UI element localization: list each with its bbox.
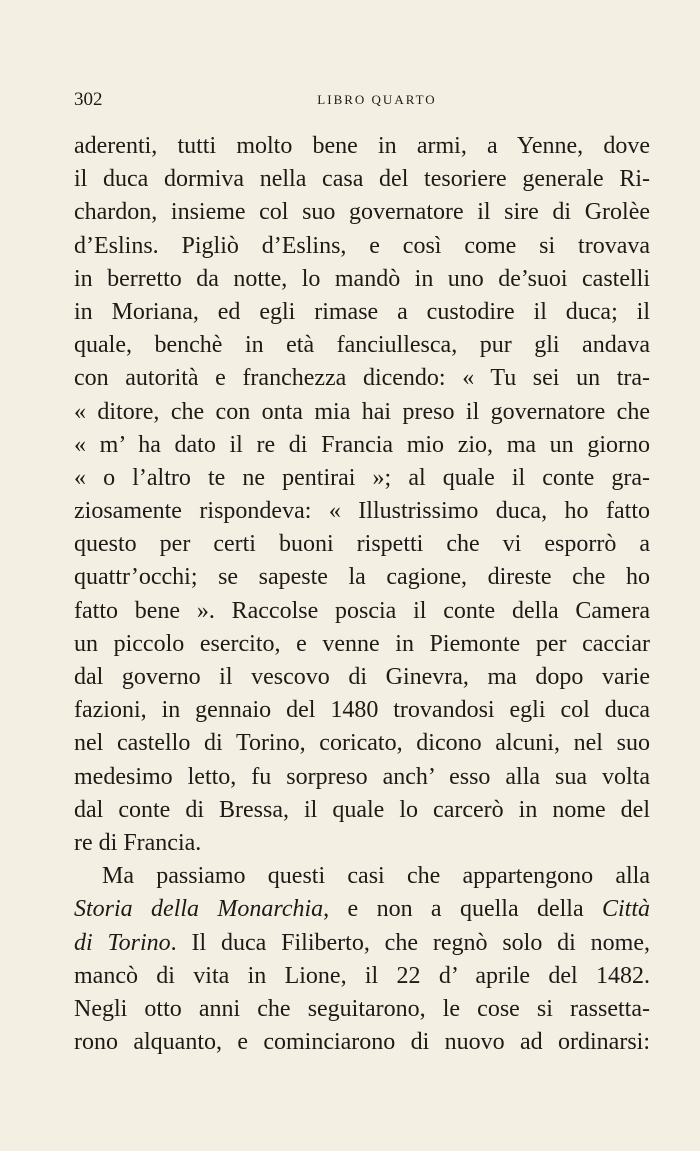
text-line: in berretto da notte, lo mandò in uno de’suoi castelli — [74, 265, 650, 292]
text-line: medesimo letto, fu sorpreso anch’ esso alla sua volta — [74, 763, 650, 790]
text-line: Ma passiamo questi casi che appartengono alla — [102, 863, 650, 890]
text-line: con autorità e franchezza dicendo: « Tu sei un tra- — [74, 365, 650, 392]
text-line: « o l’altro te ne pentirai »; al quale il conte gra- — [74, 464, 650, 491]
text-line: fazioni, in gennaio del 1480 trovandosi egli col duca — [74, 697, 650, 724]
text-line: questo per certi buoni rispetti che vi esporrò a — [74, 531, 650, 558]
text-line: chardon, insieme col suo governatore il sire di Grolèe — [74, 199, 650, 226]
text-line-with-italics — [74, 893, 650, 926]
text-line: nel castello di Torino, coricato, dicono alcuni, nel suo — [74, 730, 650, 757]
text-line: Negli otto anni che seguitarono, le cose si rassetta- — [74, 995, 650, 1022]
text-line: mancò di vita in Lione, il 22 d’ aprile del 1482. — [74, 962, 650, 989]
page-header — [74, 88, 650, 112]
text-line: quattr’occhi; se sapeste la cagione, direste che ho — [74, 564, 650, 591]
text-line: quale, benchè in età fanciullesca, pur gli andava — [74, 332, 650, 359]
body-text — [74, 130, 650, 1059]
running-title: LIBRO QUARTO — [317, 92, 437, 107]
italic-title: di Torino — [74, 929, 171, 956]
page-number: 302 — [74, 89, 103, 110]
text-line-with-italics — [74, 927, 650, 960]
text-line: in Moriana, ed egli rimase a custodire il duca; il — [74, 298, 650, 325]
text-line: il duca dormiva nella casa del tesoriere generale Ri- — [74, 166, 650, 193]
text-line: dal conte di Bressa, il quale lo carcerò in nome del — [74, 796, 650, 823]
text-run: . Il duca Filiberto, che regnò solo di nome, — [170, 929, 650, 956]
text-line: fatto bene ». Raccolse poscia il conte della Camera — [74, 597, 650, 624]
text-line: rono alquanto, e cominciarono di nuovo ad ordinarsi: — [74, 1029, 650, 1056]
text-line: un piccolo esercito, e venne in Piemonte per cacciar — [74, 630, 650, 657]
text-run: , e non a quella della — [323, 896, 602, 923]
text-line: ziosamente rispondeva: « Illustrissimo duca, ho fatto — [74, 498, 650, 525]
text-line: dal governo il vescovo di Ginevra, ma dopo varie — [74, 664, 650, 690]
text-line: re di Francia. — [74, 829, 202, 856]
text-line: « ditore, che con onta mia hai preso il governatore che — [74, 398, 650, 425]
text-line: « m’ ha dato il re di Francia mio zio, ma un giorno — [74, 431, 650, 458]
text-line: d’Eslins. Pigliò d’Eslins, e così come si trovava — [74, 232, 650, 259]
italic-title: Città — [601, 896, 650, 923]
italic-title: Storia della Monarchia — [74, 896, 324, 923]
text-line: aderenti, tutti molto bene in armi, a Yenne, dove — [74, 133, 650, 159]
